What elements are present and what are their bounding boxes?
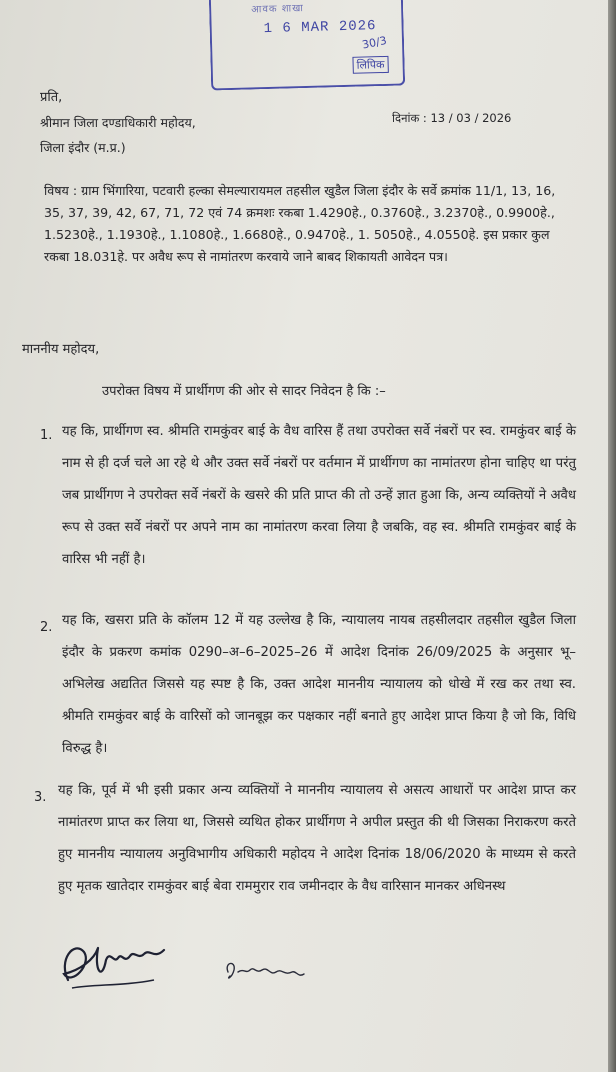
intro-line: उपरोक्त विषय में प्रार्थीगण की ओर से सादर निवेदन है कि :– xyxy=(102,384,386,399)
point-3-number: 3. xyxy=(34,790,47,805)
point-2-text: यह कि, खसरा प्रति के कॉलम 12 में यह उल्लेख है कि, न्यायालय नायब तहसीलदार तहसील खुडैल जिला इंदौर के प्रकरण कमांक 0290–अ–6–2025–26 में आदेश दिनांक 26/09/2025 के अनुसार भू–अभिलेख अद्यतित जिससे यह स्पष्ट है कि, उक्त आदेश माननीय न्यायालय को धोखे में रख कर तथा स्व. श्रीमति रामकुंवर बाई के वारिसों को जानबूझ कर पक्षकार नहीं बनाते हुए आदेश प्राप्त किया है जो कि, विधि विरुद्ध है। xyxy=(62,613,576,756)
signature-1 xyxy=(54,930,184,1000)
stamp-label: लिपिक xyxy=(352,56,388,74)
to-line: प्रति, xyxy=(40,90,63,105)
subject: विषय : ग्राम भिंगारिया, पटवारी हल्का सेमल्यारायमल तहसील खुडैल जिला इंदौर के सर्वे क्रमांक 11/1, 13, 16, 35, 37, 39, 42, 67, 71, 72 एवं 74 क्रमशः रकबा 1.4290हे., 0.3760हे., 3.2370हे., 0.9900हे., 1.5230हे., 1.1930हे., 1.1080हे., 1.6680हे., 0.9470हे., 1. 5050हे., 4.0550हे. इस प्रकार कुल रकबा 18.031हे. पर अवैध रूप से नामांतरण करवाये जाने बाबद शिकायती आवेदन पत्र। xyxy=(44,183,556,264)
letter-date: दिनांक : 13 / 03 / 2026 xyxy=(392,111,512,125)
recipient-line-2: जिला इंदौर (म.प्र.) xyxy=(40,140,126,155)
page-edge-shadow xyxy=(608,0,616,1072)
recipient-line-1: श्रीमान जिला दण्डाधिकारी महोदय, xyxy=(40,115,196,130)
signature-2 xyxy=(222,950,312,990)
point-1-text: यह कि, प्रार्थीगण स्व. श्रीमति रामकुंवर बाई के वैध वारिस हैं तथा उपरोक्त सर्वे नंबरों पर स्व. रामकुंवर बाई के नाम से ही दर्ज चले आ रहे थे और उक्त सर्वे नंबरों पर वर्तमान में प्रार्थीगण का नामांतरण होना चाहिए था परंतु जब प्रार्थीगण ने उपरोक्त सर्वे नंबरों के खसरे की प्रति प्राप्त की तो उन्हें ज्ञात हुआ कि, अन्य व्यक्तियों ने अवैध रूप से उक्त सर्वे नंबरों पर अपने नाम का नामांतरण करवा लिया है जबकि, वह स्व. श्रीमति रामकुंवर बाई के वारिस भी नहीं है। xyxy=(62,424,576,567)
inward-stamp xyxy=(209,0,405,91)
point-2-number: 2. xyxy=(40,620,53,635)
point-3-text: यह कि, पूर्व में भी इसी प्रकार अन्य व्यक्तियों ने माननीय न्यायालय से असत्य आधारों पर आदेश प्राप्त कर नामांतरण प्राप्त कर लिया था, जिससे व्यथित होकर प्रार्थीगण ने अपील प्रस्तुत की थी जिसका निराकरण करते हुए माननीय न्यायालय अनुविभागीय अधिकारी महोदय ने आदेश दिनांक 18/06/2020 के माध्यम से करते हुए मृतक खातेदार रामकुंवर बाई बेवा राममुरार राव जमीनदार के वैध वारिसान मानकर अधिनस्थ xyxy=(58,783,576,894)
point-1-number: 1. xyxy=(40,428,53,443)
stamp-header: आवक शाखा xyxy=(251,3,305,16)
salutation: माननीय महोदय, xyxy=(22,342,100,357)
stamp-scribble: 30/3 xyxy=(361,33,388,52)
stamp-date: 1 6 MAR 2026 xyxy=(263,18,377,38)
